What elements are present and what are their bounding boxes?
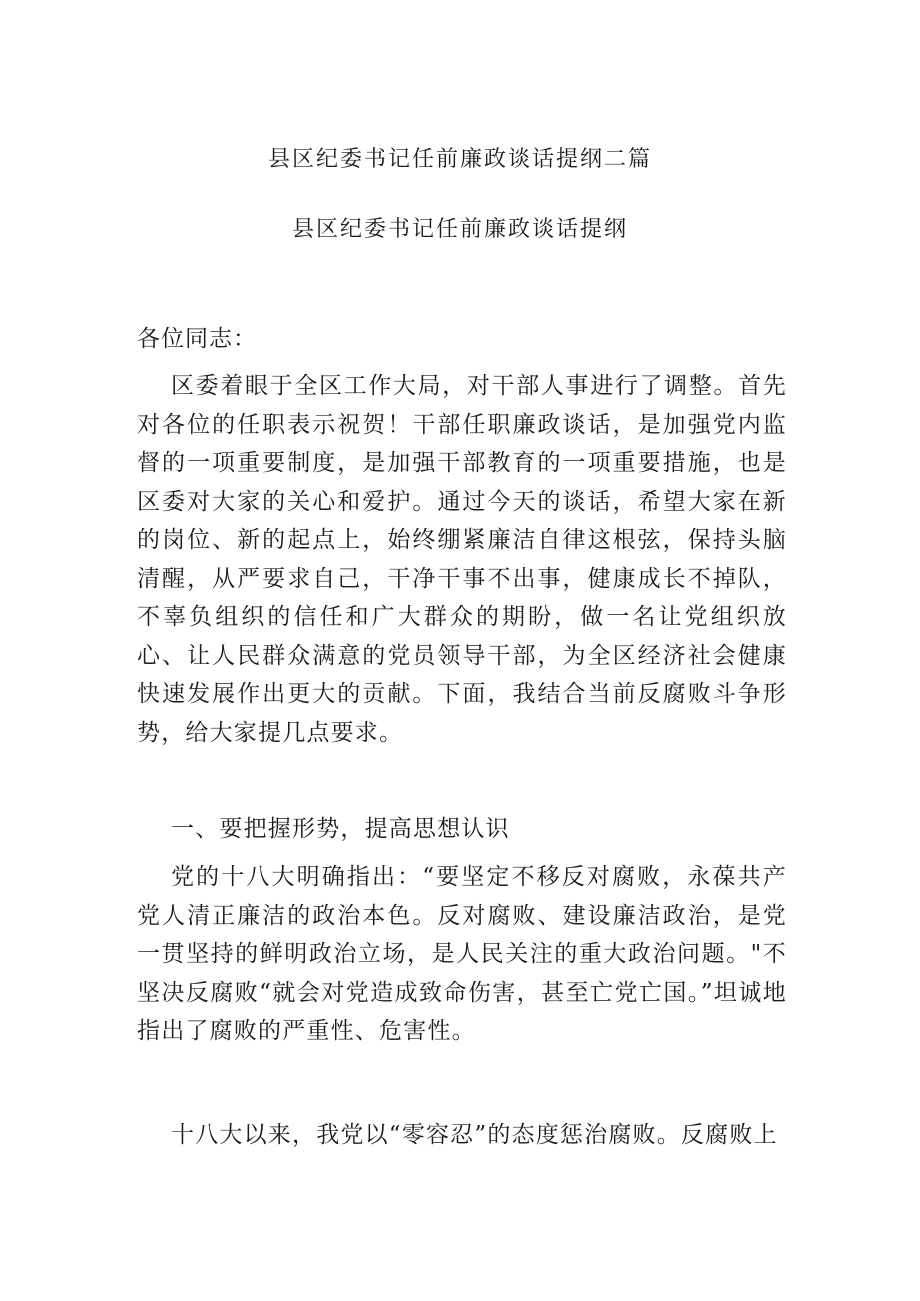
document-title: 县区纪委书记任前廉政谈话提纲二篇: [267, 147, 652, 172]
paragraph-2: 党的十八大明确指出：“要坚定不移反对腐败，永葆共产党人清正廉洁的政治本色。反对腐败、建设廉洁政治，是党一贯坚持的鲜明政治立场，是人民关注的重大政治问题。"不坚决反腐败“就会对党造成致命伤害，甚至亡党亡国。”坦诚地指出了腐败的严重性、危害性。: [137, 864, 787, 1044]
paragraph-3: 十八大以来，我党以“零容忍”的态度惩治腐败。反腐败上: [171, 1122, 778, 1148]
section-heading-1: 一、要把握形势，提高思想认识: [171, 816, 510, 842]
paragraph-intro: 区委着眼于全区工作大局，对干部人事进行了调整。首先对各位的任职表示祝贺！干部任职廉政谈话，是加强党内监督的一项重要制度，是加强干部教育的一项重要措施，也是区委对大家的关心和爱护。通过今天的谈话，希望大家在新的岗位、新的起点上，始终绷紧廉洁自律这根弦，保持头脑清醒，从严要求自己，干净干事不出事，健康成长不掉队，不辜负组织的信任和广大群众的期盼，做一名让党组织放心、让人民群众满意的党员领导干部，为全区经济社会健康快速发展作出更大的贡献。下面，我结合当前反腐败斗争形势，给大家提几点要求。: [137, 373, 787, 746]
salutation: 各位同志：: [137, 326, 257, 352]
document-subtitle: 县区纪委书记任前廉政谈话提纲: [291, 217, 628, 242]
